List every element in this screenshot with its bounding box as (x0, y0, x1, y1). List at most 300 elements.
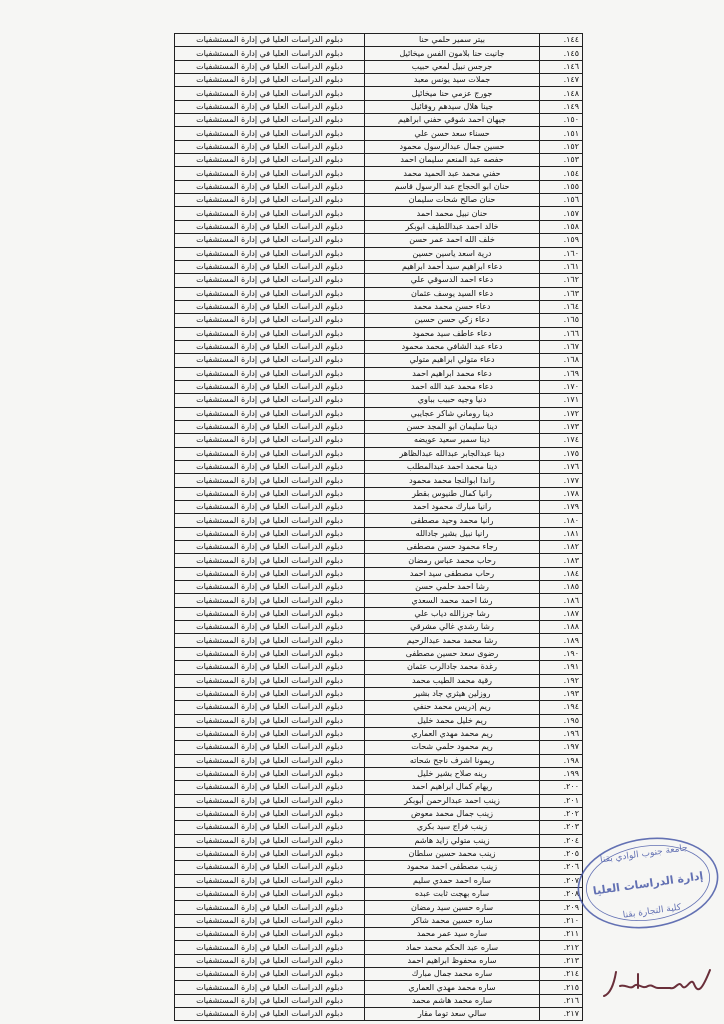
program-name: دبلوم الدراسات العليا في إدارة المستشفيات (175, 274, 365, 287)
program-name: دبلوم الدراسات العليا في إدارة المستشفيات (175, 647, 365, 660)
row-number: ١٦٨. (540, 354, 583, 367)
handwritten-signature (598, 964, 718, 1000)
student-name: ريم محمد مهدي العماري (365, 727, 540, 740)
table-row (175, 420, 583, 433)
program-name: دبلوم الدراسات العليا في إدارة المستشفيات (175, 621, 365, 634)
row-number: ١٥٦. (540, 194, 583, 207)
table-row (175, 767, 583, 780)
student-name: دعاء محمد عبد الله احمد (365, 380, 540, 393)
row-number: ١٨٥. (540, 581, 583, 594)
row-number: ١٨٩. (540, 634, 583, 647)
student-name: حنان نبيل محمد احمد (365, 207, 540, 220)
row-number: ٢١٦. (540, 994, 583, 1007)
program-name: دبلوم الدراسات العليا في إدارة المستشفيات (175, 834, 365, 847)
student-name: سالي سعد توما مقار (365, 1008, 540, 1021)
student-name: ساره محفوظ ابراهيم احمد (365, 954, 540, 967)
student-name: ريم محمود حلمي شحات (365, 741, 540, 754)
table-row (175, 461, 583, 474)
student-name: حفني محمد عبد الحميد محمد (365, 167, 540, 180)
program-name: دبلوم الدراسات العليا في إدارة المستشفيات (175, 674, 365, 687)
row-number: ٢١٧. (540, 1008, 583, 1021)
row-number: ١٥٤. (540, 167, 583, 180)
student-name: دينا سمير سعيد عويضه (365, 434, 540, 447)
row-number: ١٧١. (540, 394, 583, 407)
program-name: دبلوم الدراسات العليا في إدارة المستشفيات (175, 380, 365, 393)
student-name: رغدة محمد جادالرب عثمان (365, 661, 540, 674)
program-name: دبلوم الدراسات العليا في إدارة المستشفيات (175, 501, 365, 514)
table-row (175, 354, 583, 367)
row-number: ١٧٥. (540, 447, 583, 460)
student-name: رحاب محمد عباس رمضان (365, 554, 540, 567)
program-name: دبلوم الدراسات العليا في إدارة المستشفيات (175, 114, 365, 127)
row-number: ١٩٧. (540, 741, 583, 754)
row-number: ٢٠١. (540, 794, 583, 807)
row-number: ١٥١. (540, 127, 583, 140)
student-name: راندا ابوالنجا محمد محمود (365, 474, 540, 487)
program-name: دبلوم الدراسات العليا في إدارة المستشفيات (175, 287, 365, 300)
program-name: دبلوم الدراسات العليا في إدارة المستشفيات (175, 140, 365, 153)
program-name: دبلوم الدراسات العليا في إدارة المستشفيات (175, 914, 365, 927)
student-name: دينا محمد احمد عبدالمطلب (365, 461, 540, 474)
program-name: دبلوم الدراسات العليا في إدارة المستشفيات (175, 474, 365, 487)
row-number: ١٨٤. (540, 567, 583, 580)
student-name: رانيا محمد وحيد مصطفى (365, 514, 540, 527)
student-name: رانيا نبيل بشير جادالله (365, 527, 540, 540)
table-row (175, 834, 583, 847)
table-row (175, 314, 583, 327)
row-number: ١٦٤. (540, 300, 583, 313)
program-name: دبلوم الدراسات العليا في إدارة المستشفيات (175, 928, 365, 941)
program-name: دبلوم الدراسات العليا في إدارة المستشفيات (175, 300, 365, 313)
table-row (175, 47, 583, 60)
student-name: رينه صلاح بشير خليل (365, 767, 540, 780)
program-name: دبلوم الدراسات العليا في إدارة المستشفيات (175, 247, 365, 260)
student-name: رانيا كمال طنيوس بقطر (365, 487, 540, 500)
program-name: دبلوم الدراسات العليا في إدارة المستشفيات (175, 847, 365, 860)
row-number: ١٧٤. (540, 434, 583, 447)
row-number: ١٩٣. (540, 687, 583, 700)
student-name: ساره حسين سيد رمضان (365, 901, 540, 914)
program-name: دبلوم الدراسات العليا في إدارة المستشفيات (175, 367, 365, 380)
row-number: ١٩٨. (540, 754, 583, 767)
table-row (175, 727, 583, 740)
program-name: دبلوم الدراسات العليا في إدارة المستشفيات (175, 581, 365, 594)
student-name: جورج عزمي حنا ميخائيل (365, 87, 540, 100)
program-name: دبلوم الدراسات العليا في إدارة المستشفيات (175, 420, 365, 433)
table-row (175, 968, 583, 981)
table-row (175, 100, 583, 113)
student-name: جملات سيد يونس معبد (365, 74, 540, 87)
table-row (175, 687, 583, 700)
row-number: ١٩٢. (540, 674, 583, 687)
table-row (175, 234, 583, 247)
program-name: دبلوم الدراسات العليا في إدارة المستشفيات (175, 767, 365, 780)
program-name: دبلوم الدراسات العليا في إدارة المستشفيات (175, 821, 365, 834)
program-name: دبلوم الدراسات العليا في إدارة المستشفيات (175, 794, 365, 807)
program-name: دبلوم الدراسات العليا في إدارة المستشفيات (175, 807, 365, 820)
row-number: ١٧٨. (540, 487, 583, 500)
student-name: ساره محمد مهدي العماري (365, 981, 540, 994)
table-row (175, 847, 583, 860)
program-name: دبلوم الدراسات العليا في إدارة المستشفيات (175, 634, 365, 647)
student-name: ساره حسين محمد شاكر (365, 914, 540, 927)
row-number: ١٥٥. (540, 180, 583, 193)
table-row (175, 1008, 583, 1021)
student-name: درية اسعد ياسين حسين (365, 247, 540, 260)
table-row (175, 741, 583, 754)
student-name: رشا احمد حلمي حسن (365, 581, 540, 594)
program-name: دبلوم الدراسات العليا في إدارة المستشفيات (175, 661, 365, 674)
row-number: ٢٠٩. (540, 901, 583, 914)
program-name: دبلوم الدراسات العليا في إدارة المستشفيات (175, 194, 365, 207)
program-name: دبلوم الدراسات العليا في إدارة المستشفيات (175, 340, 365, 353)
row-number: ١٤٦. (540, 60, 583, 73)
student-name: دعاء ابراهيم سيد أحمد ابراهيم (365, 260, 540, 273)
student-roster-table (174, 33, 583, 1021)
program-name: دبلوم الدراسات العليا في إدارة المستشفيات (175, 714, 365, 727)
table-row (175, 487, 583, 500)
row-number: ١٤٤. (540, 34, 583, 47)
program-name: دبلوم الدراسات العليا في إدارة المستشفيات (175, 727, 365, 740)
table-row (175, 207, 583, 220)
student-name: حفصه عبد المنعم سليمان احمد (365, 154, 540, 167)
student-name: دعاء زكي حسن حسين (365, 314, 540, 327)
table-row (175, 407, 583, 420)
student-name: دينا روماني شاكر عجايبي (365, 407, 540, 420)
row-number: ١٨١. (540, 527, 583, 540)
table-row (175, 394, 583, 407)
table-row (175, 434, 583, 447)
row-number: ١٨٧. (540, 607, 583, 620)
table-row (175, 260, 583, 273)
program-name: دبلوم الدراسات العليا في إدارة المستشفيات (175, 981, 365, 994)
student-name: ساره محمد هاشم محمد (365, 994, 540, 1007)
program-name: دبلوم الدراسات العليا في إدارة المستشفيات (175, 220, 365, 233)
row-number: ١٤٧. (540, 74, 583, 87)
table-row (175, 327, 583, 340)
svg-text:جامعة جنوب الوادي بقنا: جامعة جنوب الوادي بقنا (599, 843, 689, 866)
table-row (175, 928, 583, 941)
program-name: دبلوم الدراسات العليا في إدارة المستشفيات (175, 47, 365, 60)
student-name: جانيت حنا بلامون الفس ميخائيل (365, 47, 540, 60)
table-row (175, 647, 583, 660)
table-row (175, 380, 583, 393)
student-name: زينب جمال محمد معوض (365, 807, 540, 820)
program-name: دبلوم الدراسات العليا في إدارة المستشفيات (175, 327, 365, 340)
table-row (175, 287, 583, 300)
student-name: دعاء حسن محمد محمد (365, 300, 540, 313)
row-number: ١٤٨. (540, 87, 583, 100)
table-row (175, 154, 583, 167)
row-number: ٢١٥. (540, 981, 583, 994)
row-number: ٢٠٢. (540, 807, 583, 820)
student-name: روزلين هيثري جاد بشير (365, 687, 540, 700)
program-name: دبلوم الدراسات العليا في إدارة المستشفيات (175, 154, 365, 167)
student-name: ساره احمد حمدي سليم (365, 874, 540, 887)
student-name: دعاء احمد الدسوقي علي (365, 274, 540, 287)
student-name: زينب فراج سيد بكري (365, 821, 540, 834)
row-number: ١٩٤. (540, 701, 583, 714)
table-row (175, 754, 583, 767)
row-number: ٢١٢. (540, 941, 583, 954)
table-row (175, 634, 583, 647)
program-name: دبلوم الدراسات العليا في إدارة المستشفيات (175, 167, 365, 180)
program-name: دبلوم الدراسات العليا في إدارة المستشفيات (175, 554, 365, 567)
table-row (175, 901, 583, 914)
row-number: ١٦١. (540, 260, 583, 273)
table-row (175, 180, 583, 193)
row-number: ١٩٥. (540, 714, 583, 727)
program-name: دبلوم الدراسات العليا في إدارة المستشفيات (175, 567, 365, 580)
student-name: دعاء عبد الشافي محمد محمود (365, 340, 540, 353)
row-number: ٢١٠. (540, 914, 583, 927)
row-number: ١٥٧. (540, 207, 583, 220)
row-number: ٢٠٣. (540, 821, 583, 834)
table-row (175, 888, 583, 901)
row-number: ٢١١. (540, 928, 583, 941)
row-number: ١٥٣. (540, 154, 583, 167)
table-row (175, 861, 583, 874)
student-name: دعاء متولي ابراهيم متولي (365, 354, 540, 367)
program-name: دبلوم الدراسات العليا في إدارة المستشفيات (175, 314, 365, 327)
row-number: ١٧٢. (540, 407, 583, 420)
student-name: حسين جمال عبدالرسول محمود (365, 140, 540, 153)
table-row (175, 821, 583, 834)
program-name: دبلوم الدراسات العليا في إدارة المستشفيات (175, 447, 365, 460)
row-number: ١٦٩. (540, 367, 583, 380)
student-name: ساره بهجت ثابت عبده (365, 888, 540, 901)
student-name: جرجس نبيل لمعي حبيب (365, 60, 540, 73)
table-row (175, 220, 583, 233)
student-name: دعاء عاطف سيد محمود (365, 327, 540, 340)
row-number: ١٨٨. (540, 621, 583, 634)
program-name: دبلوم الدراسات العليا في إدارة المستشفيات (175, 434, 365, 447)
program-name: دبلوم الدراسات العليا في إدارة المستشفيات (175, 74, 365, 87)
row-number: ١٩١. (540, 661, 583, 674)
table-row (175, 60, 583, 73)
program-name: دبلوم الدراسات العليا في إدارة المستشفيات (175, 861, 365, 874)
program-name: دبلوم الدراسات العليا في إدارة المستشفيات (175, 100, 365, 113)
table-row (175, 447, 583, 460)
student-name: دنيا وجيه حبيب بباوي (365, 394, 540, 407)
svg-text:كلية التجارة بقنا: كلية التجارة بقنا (622, 902, 682, 921)
table-row (175, 167, 583, 180)
table-row (175, 274, 583, 287)
table-row (175, 701, 583, 714)
svg-text:إدارة الدراسات العليا: إدارة الدراسات العليا (592, 869, 705, 898)
table-row (175, 34, 583, 47)
student-name: ريم إدريس محمد حنفي (365, 701, 540, 714)
student-name: رشا محمد محمد عبدالرحيم (365, 634, 540, 647)
student-name: خلف الله احمد عمر حسن (365, 234, 540, 247)
student-name: ريهام كمال ابراهيم احمد (365, 781, 540, 794)
row-number: ٢١٣. (540, 954, 583, 967)
table-row (175, 914, 583, 927)
program-name: دبلوم الدراسات العليا في إدارة المستشفيات (175, 87, 365, 100)
table-row (175, 340, 583, 353)
table-row (175, 501, 583, 514)
table-row (175, 514, 583, 527)
row-number: ٢٠٤. (540, 834, 583, 847)
program-name: دبلوم الدراسات العليا في إدارة المستشفيات (175, 354, 365, 367)
table-row (175, 554, 583, 567)
student-name: دعاء محمد ابراهيم احمد (365, 367, 540, 380)
table-row (175, 300, 583, 313)
faculty-stamp (573, 832, 723, 934)
student-name: رشا رشدي غالي مشرقي (365, 621, 540, 634)
table-row (175, 114, 583, 127)
student-name: رضوى سعد حسين مصطفى (365, 647, 540, 660)
student-name: جيهان احمد شوقي حفني ابراهيم (365, 114, 540, 127)
program-name: دبلوم الدراسات العليا في إدارة المستشفيات (175, 954, 365, 967)
table-row (175, 367, 583, 380)
table-row (175, 714, 583, 727)
student-name: رانيا مبارك محمود احمد (365, 501, 540, 514)
table-row (175, 87, 583, 100)
row-number: ١٤٥. (540, 47, 583, 60)
row-number: ٢١٤. (540, 968, 583, 981)
program-name: دبلوم الدراسات العليا في إدارة المستشفيات (175, 781, 365, 794)
table-row (175, 981, 583, 994)
row-number: ١٨٢. (540, 541, 583, 554)
table-row (175, 527, 583, 540)
student-name: حنان ابو الحجاج عبد الرسول قاسم (365, 180, 540, 193)
table-row (175, 581, 583, 594)
program-name: دبلوم الدراسات العليا في إدارة المستشفيات (175, 407, 365, 420)
program-name: دبلوم الدراسات العليا في إدارة المستشفيات (175, 607, 365, 620)
row-number: ٢٠٥. (540, 847, 583, 860)
table-row (175, 874, 583, 887)
program-name: دبلوم الدراسات العليا في إدارة المستشفيات (175, 701, 365, 714)
program-name: دبلوم الدراسات العليا في إدارة المستشفيات (175, 234, 365, 247)
table-row (175, 594, 583, 607)
program-name: دبلوم الدراسات العليا في إدارة المستشفيات (175, 260, 365, 273)
row-number: ٢٠٠. (540, 781, 583, 794)
program-name: دبلوم الدراسات العليا في إدارة المستشفيات (175, 754, 365, 767)
student-name: رشا احمد محمد السعدي (365, 594, 540, 607)
student-name: حسناء سعد حسن علي (365, 127, 540, 140)
table-row (175, 941, 583, 954)
program-name: دبلوم الدراسات العليا في إدارة المستشفيات (175, 487, 365, 500)
program-name: دبلوم الدراسات العليا في إدارة المستشفيات (175, 180, 365, 193)
table-row (175, 674, 583, 687)
row-number: ١٦٦. (540, 327, 583, 340)
table-row (175, 781, 583, 794)
student-name: زينب احمد عبدالرحمن أبوبكر (365, 794, 540, 807)
roster-body (175, 34, 583, 1021)
program-name: دبلوم الدراسات العليا في إدارة المستشفيات (175, 34, 365, 47)
row-number: ٢٠٨. (540, 888, 583, 901)
row-number: ١٩٦. (540, 727, 583, 740)
program-name: دبلوم الدراسات العليا في إدارة المستشفيات (175, 874, 365, 887)
row-number: ١٦٧. (540, 340, 583, 353)
row-number: ١٦٠. (540, 247, 583, 260)
row-number: ١٧٠. (540, 380, 583, 393)
program-name: دبلوم الدراسات العليا في إدارة المستشفيات (175, 968, 365, 981)
student-name: رحاب مصطفى سيد احمد (365, 567, 540, 580)
row-number: ١٥٠. (540, 114, 583, 127)
program-name: دبلوم الدراسات العليا في إدارة المستشفيات (175, 461, 365, 474)
program-name: دبلوم الدراسات العليا في إدارة المستشفيات (175, 741, 365, 754)
table-row (175, 621, 583, 634)
row-number: ١٦٣. (540, 287, 583, 300)
student-name: ساره محمد جمال مبارك (365, 968, 540, 981)
row-number: ١٦٢. (540, 274, 583, 287)
row-number: ١٨٦. (540, 594, 583, 607)
program-name: دبلوم الدراسات العليا في إدارة المستشفيات (175, 687, 365, 700)
table-row (175, 994, 583, 1007)
student-name: رقية محمد الطيب محمد (365, 674, 540, 687)
row-number: ١٧٩. (540, 501, 583, 514)
table-row (175, 541, 583, 554)
student-name: ساره عبد الحكم محمد حماد (365, 941, 540, 954)
student-name: ريم خليل محمد خليل (365, 714, 540, 727)
row-number: ١٥٢. (540, 140, 583, 153)
row-number: ١٨٣. (540, 554, 583, 567)
table-row (175, 807, 583, 820)
row-number: ١٩٠. (540, 647, 583, 660)
table-row (175, 954, 583, 967)
program-name: دبلوم الدراسات العليا في إدارة المستشفيات (175, 994, 365, 1007)
student-name: حنان صالح شحات سليمان (365, 194, 540, 207)
row-number: ١٨٠. (540, 514, 583, 527)
student-name: ريمونا اشرف ناجح شحاته (365, 754, 540, 767)
row-number: ١٤٩. (540, 100, 583, 113)
student-name: جينا هلال سيدهم روفائيل (365, 100, 540, 113)
row-number: ١٧٣. (540, 420, 583, 433)
program-name: دبلوم الدراسات العليا في إدارة المستشفيات (175, 527, 365, 540)
program-name: دبلوم الدراسات العليا في إدارة المستشفيات (175, 514, 365, 527)
row-number: ١٧٦. (540, 461, 583, 474)
student-name: دعاء السيد يوسف عثمان (365, 287, 540, 300)
student-name: خالد احمد عبداللطيف ابوبكر (365, 220, 540, 233)
program-name: دبلوم الدراسات العليا في إدارة المستشفيات (175, 941, 365, 954)
table-row (175, 247, 583, 260)
table-row (175, 607, 583, 620)
program-name: دبلوم الدراسات العليا في إدارة المستشفيات (175, 60, 365, 73)
student-name: رشا جرزالله دياب علي (365, 607, 540, 620)
student-name: زينب متولي زايد هاشم (365, 834, 540, 847)
student-name: ساره سيد عمر محمد (365, 928, 540, 941)
table-row (175, 474, 583, 487)
program-name: دبلوم الدراسات العليا في إدارة المستشفيات (175, 594, 365, 607)
table-row (175, 194, 583, 207)
program-name: دبلوم الدراسات العليا في إدارة المستشفيات (175, 394, 365, 407)
student-name: زينب مصطفى احمد محمود (365, 861, 540, 874)
table-row (175, 140, 583, 153)
student-name: بيتر سمير حلمي حنا (365, 34, 540, 47)
row-number: ١٩٩. (540, 767, 583, 780)
student-name: دينا عبدالجابر عبدالله عبدالظاهر (365, 447, 540, 460)
table-row (175, 567, 583, 580)
student-name: رجاء محمود حسن مصطفى (365, 541, 540, 554)
row-number: ١٦٥. (540, 314, 583, 327)
program-name: دبلوم الدراسات العليا في إدارة المستشفيات (175, 888, 365, 901)
row-number: ٢٠٧. (540, 874, 583, 887)
table-row (175, 127, 583, 140)
row-number: ١٥٩. (540, 234, 583, 247)
program-name: دبلوم الدراسات العليا في إدارة المستشفيات (175, 127, 365, 140)
program-name: دبلوم الدراسات العليا في إدارة المستشفيات (175, 207, 365, 220)
student-name: دينا سليمان ابو المجد حسن (365, 420, 540, 433)
row-number: ١٧٧. (540, 474, 583, 487)
program-name: دبلوم الدراسات العليا في إدارة المستشفيات (175, 541, 365, 554)
table-row (175, 661, 583, 674)
student-name: زينب محمد حسين سلطان (365, 847, 540, 860)
program-name: دبلوم الدراسات العليا في إدارة المستشفيات (175, 901, 365, 914)
table-row (175, 794, 583, 807)
row-number: ٢٠٦. (540, 861, 583, 874)
